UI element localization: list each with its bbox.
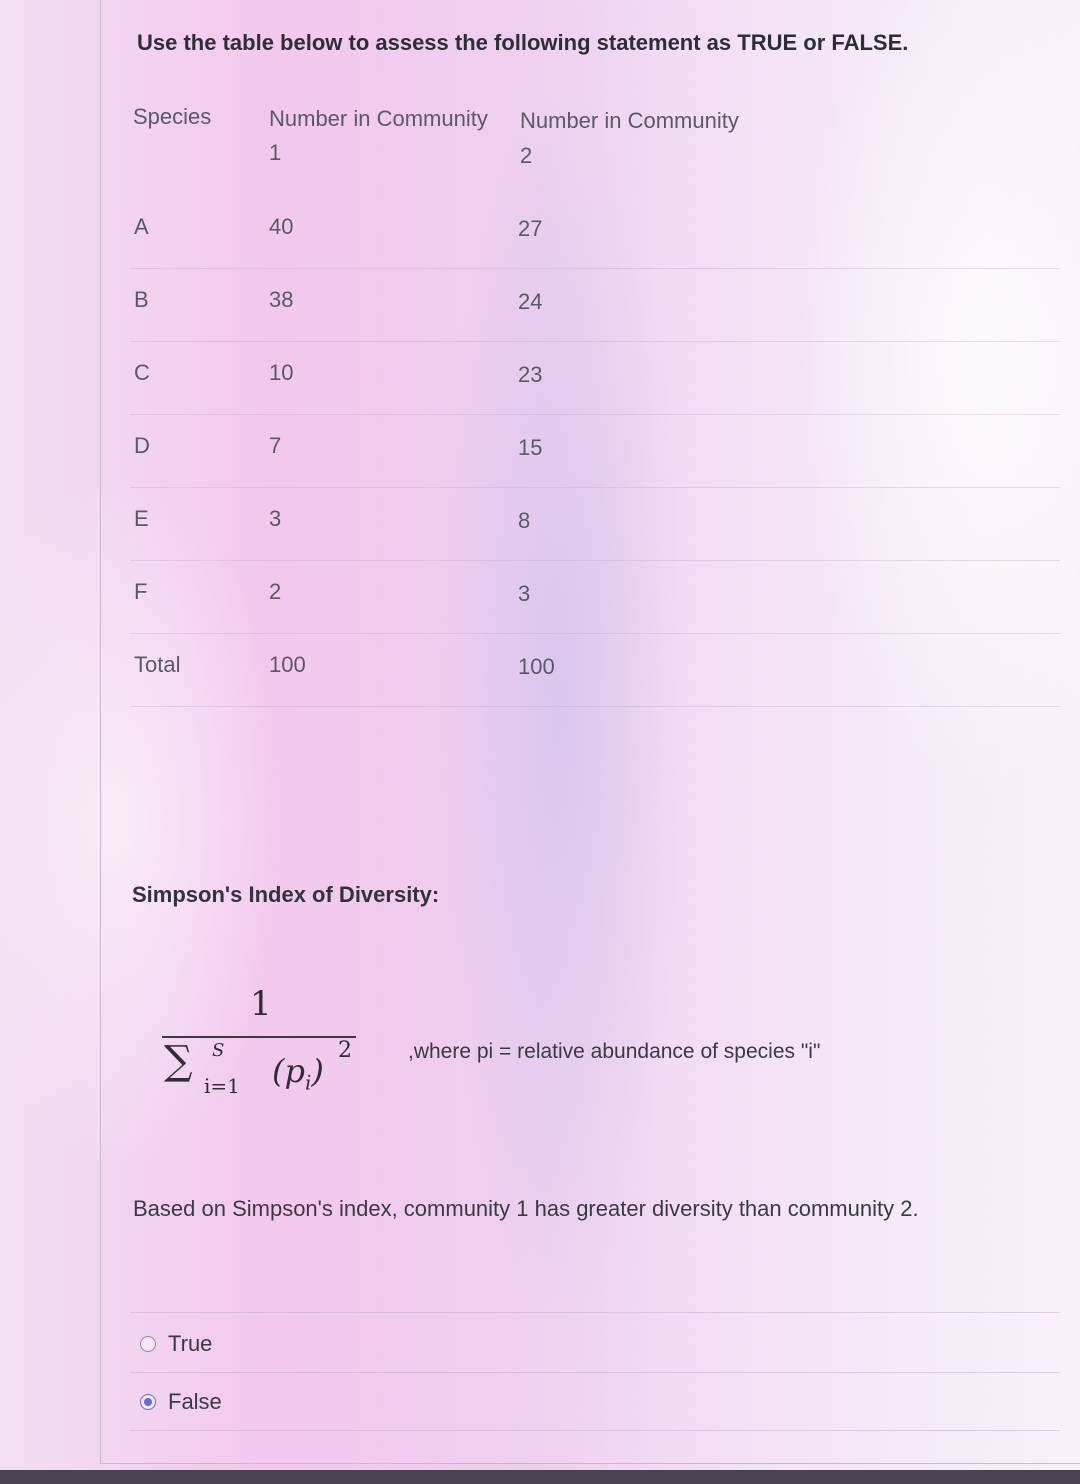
table-total-label: Total [134,652,181,677]
table-row-species: D [134,433,150,458]
formula-term: $(p_i)$ [272,1052,324,1095]
table-row-community-1: 3 [269,506,282,531]
question-card [100,0,1080,1464]
table-row-community-1: 40 [269,214,294,239]
table-row-community-2: 23 [518,362,543,387]
sigma-symbol: ∑ [164,1038,193,1084]
table-row-community-2: 27 [518,216,543,241]
table-total-community-1: 100 [269,652,306,677]
options-divider [130,1312,1060,1313]
table-row-species: B [134,287,149,312]
row-divider [130,633,1060,634]
formula-exponent: 2 [338,1038,352,1063]
options-divider [130,1430,1060,1431]
option-true-label: True [168,1331,213,1356]
question-heading: Use the table below to assess the following statement as TRUE or FALSE. [137,30,909,55]
screen-bottom-edge [0,1470,1080,1484]
row-divider [130,706,1060,707]
table-row-community-2: 3 [518,581,531,606]
row-divider [130,341,1060,342]
table-row-community-1: 2 [269,579,282,604]
header-community-2-number: 2 [520,143,533,168]
options-divider [130,1372,1060,1373]
header-community-1: Number in Community [269,106,488,131]
table-row-species: C [134,360,150,385]
row-divider [130,560,1060,561]
option-true[interactable] [140,1329,212,1359]
table-row-community-2: 24 [518,289,543,314]
simpson-formula [160,980,370,1110]
row-divider [130,268,1060,269]
table-total-community-2: 100 [518,654,555,679]
table-row-community-1: 38 [269,287,294,312]
table-row-community-2: 8 [518,508,531,533]
header-species: Species [133,104,212,129]
option-false[interactable] [140,1387,222,1417]
formula-numerator: 1 [250,984,272,1024]
radio-false[interactable] [140,1394,156,1410]
table-row-species: A [134,214,149,239]
table-row-community-2: 15 [518,435,543,460]
sum-upper-limit: S [212,1040,225,1061]
header-community-1-number: 1 [269,140,282,165]
option-false-label: False [168,1389,222,1414]
table-row-species: F [134,579,148,604]
table-row-species: E [134,506,149,531]
sum-lower-limit: i=1 [204,1074,240,1098]
formula-definition: ,where pi = relative abundance of species "i" [408,1040,821,1063]
radio-true[interactable] [140,1336,156,1352]
header-community-2: Number in Community [520,108,739,133]
simpson-index-label: Simpson's Index of Diversity: [132,882,440,907]
table-row-community-1: 7 [269,433,282,458]
row-divider [130,487,1060,488]
statement-text: Based on Simpson's index, community 1 has greater diversity than community 2. [133,1196,919,1221]
table-row-community-1: 10 [269,360,294,385]
row-divider [130,414,1060,415]
